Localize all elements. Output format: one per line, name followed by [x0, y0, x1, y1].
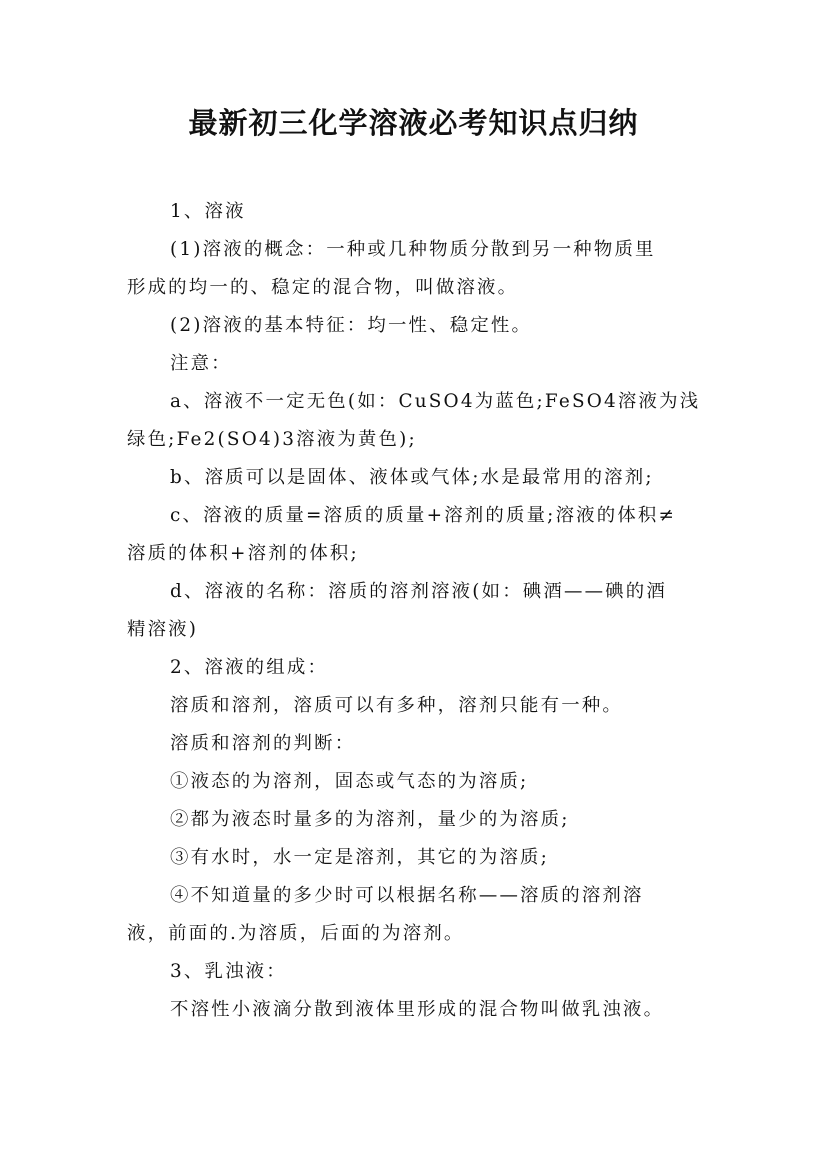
- document-title: 最新初三化学溶液必考知识点归纳: [188, 106, 639, 140]
- text-line: 2、溶液的组成：: [170, 657, 329, 678]
- text-line: 不溶性小液滴分散到液体里形成的混合物叫做乳浊液。: [170, 999, 665, 1020]
- text-line: 形成的均一的、稳定的混合物，叫做溶液。: [127, 277, 519, 298]
- text-line: 溶质和溶剂的判断：: [170, 733, 356, 754]
- text-line: 溶质和溶剂，溶质可以有多种，溶剂只能有一种。: [170, 695, 623, 716]
- text-line: 溶质的体积+溶剂的体积;: [127, 543, 359, 564]
- text-line: (2)溶液的基本特征：均一性、稳定性。: [170, 315, 533, 336]
- text-line: ①液态的为溶剂，固态或气态的为溶质;: [170, 771, 529, 792]
- text-line: ④不知道量的多少时可以根据名称——溶质的溶剂溶: [170, 885, 644, 906]
- text-line: 注意：: [170, 353, 232, 374]
- text-line: 3、乳浊液：: [170, 961, 287, 982]
- text-line: 液，前面的.为溶质，后面的为溶剂。: [127, 923, 465, 944]
- text-line: (1)溶液的概念：一种或几种物质分散到另一种物质里: [170, 239, 656, 260]
- text-line: 精溶液): [127, 619, 199, 640]
- text-line: 1、溶液: [170, 201, 246, 222]
- text-line: ③有水时，水一定是溶剂，其它的为溶质;: [170, 847, 550, 868]
- text-line: c、溶液的质量=溶质的质量+溶剂的质量;溶液的体积≠: [170, 505, 677, 526]
- text-line: d、溶液的名称：溶质的溶剂溶液(如：碘酒——碘的酒: [170, 581, 667, 602]
- text-line: a、溶液不一定无色(如：CuSO4为蓝色;FeSO4溶液为浅: [170, 391, 701, 412]
- text-line: ②都为液态时量多的为溶剂，量少的为溶质;: [170, 809, 570, 830]
- text-line: 绿色;Fe2(SO4)3溶液为黄色);: [127, 429, 417, 450]
- document-body: [127, 193, 705, 1029]
- text-line: b、溶质可以是固体、液体或气体;水是最常用的溶剂;: [170, 467, 654, 488]
